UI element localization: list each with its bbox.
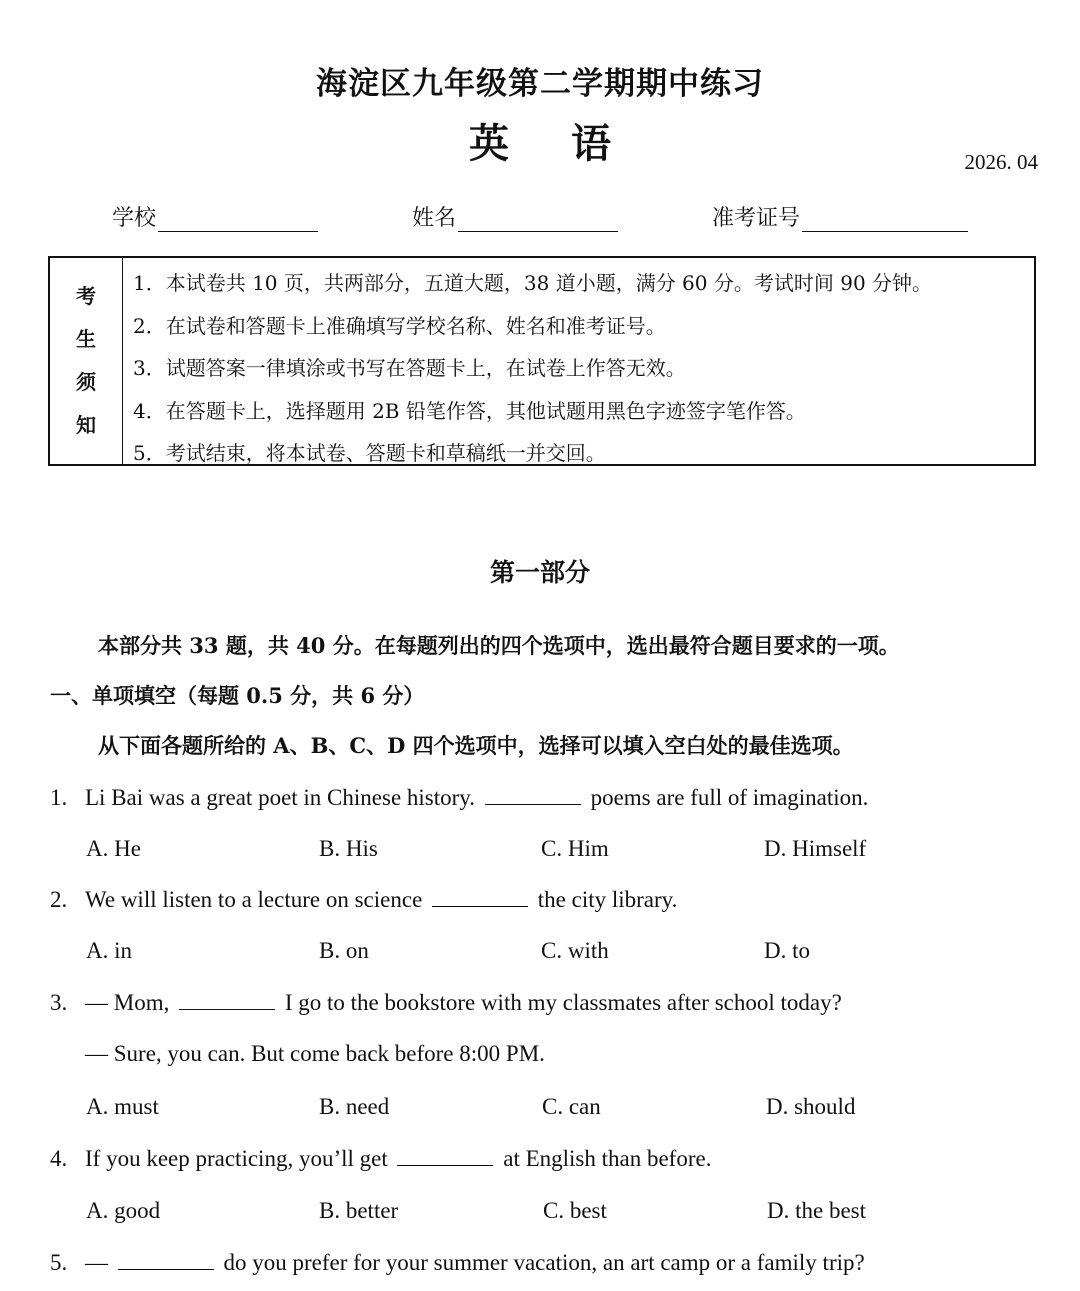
notice-list [123,258,1034,464]
exam-title: 海淀区九年级第二学期期中练习 [316,66,764,102]
option-a: A. good [86,1198,161,1223]
question-number: 2. [50,887,68,912]
question-text-before: We will listen to a lecture on science [85,887,423,912]
question-number: 4. [50,1146,68,1171]
school-field [112,201,318,232]
notice-item: 2．在试卷和答题卡上准确填写学校名称、姓名和准考证号。 [133,313,666,338]
question-text-after: the city library. [537,887,678,912]
question-number: 5. [50,1250,68,1275]
notice-label-char: 知 [76,413,96,437]
question-text-before: If you keep practicing, you’ll get [85,1146,388,1171]
question-number: 3. [50,990,68,1015]
notice-item: 1．本试卷共 10 页，共两部分，五道大题，38 道小题，满分 60 分。考试时间 90 分钟。 [133,271,933,295]
notice-box [48,256,1036,466]
notice-item: 5．考试结束，将本试卷、答题卡和草稿纸一并交回。 [133,441,606,465]
option-a: A. must [86,1094,159,1119]
question-text-before: Li Bai was a great poet in Chinese history. [85,785,476,810]
option-b: B. His [319,836,378,861]
answer-blank [179,991,275,1010]
question-text-before: — Mom, [85,990,170,1015]
notice-label-char: 生 [76,327,96,351]
part-title: 第一部分 [489,558,590,587]
question-number: 1. [50,785,68,810]
question-text-after: poems are full of imagination. [590,785,869,810]
option-d: D. to [764,938,810,963]
school-input-line[interactable] [158,205,318,232]
option-c: C. can [542,1094,601,1119]
option-d: D. the best [767,1198,867,1223]
option-c: C. with [541,938,609,963]
question-3 [50,990,842,1016]
question-5 [50,1250,865,1276]
exam-id-field [712,201,968,232]
option-d: D. should [766,1094,856,1119]
notice-label [50,258,123,464]
notice-label-char: 考 [76,284,96,308]
name-input-line[interactable] [458,205,618,232]
question-text-before: — [85,1250,108,1275]
option-b: B. on [319,938,369,963]
school-label: 学校 [112,206,157,231]
subject-title: 英 语 [469,120,635,167]
option-a: A. He [86,836,141,861]
question-text-after: I go to the bookstore with my classmates after school today? [284,990,842,1015]
question-1 [50,785,868,811]
option-a: A. in [86,938,132,963]
answer-blank [118,1251,214,1270]
notice-item: 4．在答题卡上，选择题用 2B 铅笔作答，其他试题用黑色字迹签字笔作答。 [133,398,806,423]
question-text-after: at English than before. [503,1146,712,1171]
notice-label-char: 须 [76,370,96,394]
name-label: 姓名 [412,206,457,231]
answer-blank [485,786,581,805]
question-2 [50,887,677,913]
option-c: C. Him [541,836,609,861]
exam-id-label: 准考证号 [712,206,801,231]
section-instructions: 从下面各题所给的 A、B、C、D 四个选项中，选择可以填入空白处的最佳选项。 [98,733,854,758]
answer-blank [397,1147,493,1166]
part-description: 本部分共 33 题，共 40 分。在每题列出的四个选项中，选出最符合题目要求的一项。 [98,633,900,658]
option-b: B. better [319,1198,399,1223]
exam-id-input-line[interactable] [802,205,968,232]
exam-date: 2026. 04 [964,150,1038,174]
option-b: B. need [319,1094,390,1119]
name-field [412,201,618,232]
question-4 [50,1146,711,1172]
option-d: D. Himself [764,836,867,861]
question-reply: — Sure, you can. But come back before 8:00 PM. [85,1041,545,1066]
section-title: 一、单项填空（每题 0.5 分，共 6 分） [50,683,425,708]
answer-blank [432,888,528,907]
option-c: C. best [543,1198,607,1223]
notice-item: 3．试题答案一律填涂或书写在答题卡上，在试卷上作答无效。 [133,356,686,380]
question-text-after: do you prefer for your summer vacation, an art camp or a family trip? [223,1250,865,1275]
